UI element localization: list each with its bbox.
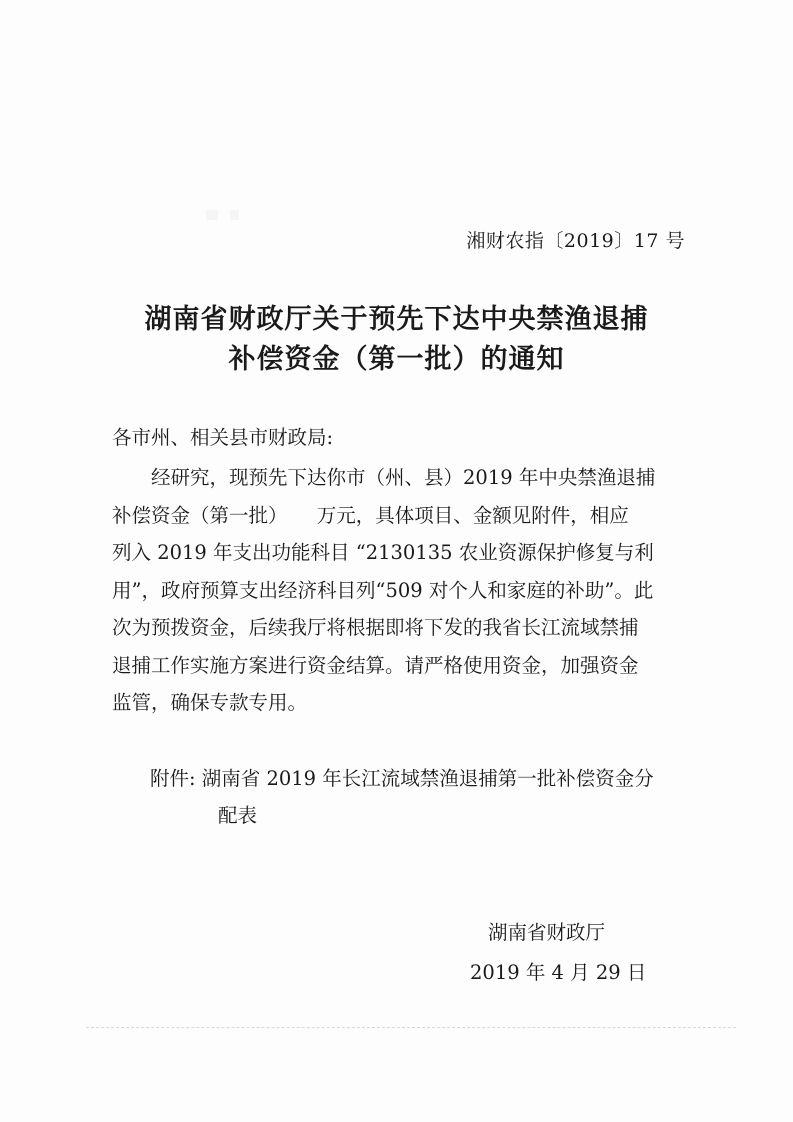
salutation: 各市州、相关县市财政局: — [112, 426, 334, 449]
title-line-2: 补偿资金（第一批）的通知 — [228, 344, 565, 375]
body-line: 列入 2019 年支出功能科目 “2130135 农业资源保护修复与利 — [112, 541, 654, 564]
signature-org: 湖南省财政厅 — [488, 921, 606, 944]
body-line: 监管，确保专款专用。 — [112, 691, 308, 714]
body-line: 退捕工作实施方案进行资金结算。请严格使用资金，加强资金 — [112, 653, 639, 677]
document-title — [0, 300, 793, 380]
attachment-note — [150, 760, 654, 834]
body-paragraph — [112, 459, 692, 722]
attachment-line: 附件: 湖南省 2019 年长江流域禁渔退捕第一批补偿资金分 — [150, 767, 654, 790]
signature-date: 2019 年 4 月 29 日 — [470, 961, 647, 984]
attachment-line: 配表 — [218, 804, 258, 827]
body-line: 次为预拨资金，后续我厅将根据即将下发的我省长江流域禁捕 — [112, 616, 639, 639]
signature-block — [470, 913, 647, 993]
body-line: 经研究，现预先下达你市（州、县）2019 年中央禁渔退捕 — [151, 466, 656, 489]
body-line: 用”，政府预算支出经济科目列“509 对个人和家庭的补助”。此 — [112, 578, 654, 602]
page-bottom-rule — [86, 1027, 736, 1028]
title-line-1: 湖南省财政厅关于预先下达中央禁渔退捕 — [144, 304, 649, 335]
document-number: 湘财农指〔2019〕17 号 — [466, 230, 685, 252]
scan-artifact — [206, 210, 266, 220]
body-line: 补偿资金（第一批） 万元，具体项目、金额见附件，相应 — [112, 503, 629, 527]
